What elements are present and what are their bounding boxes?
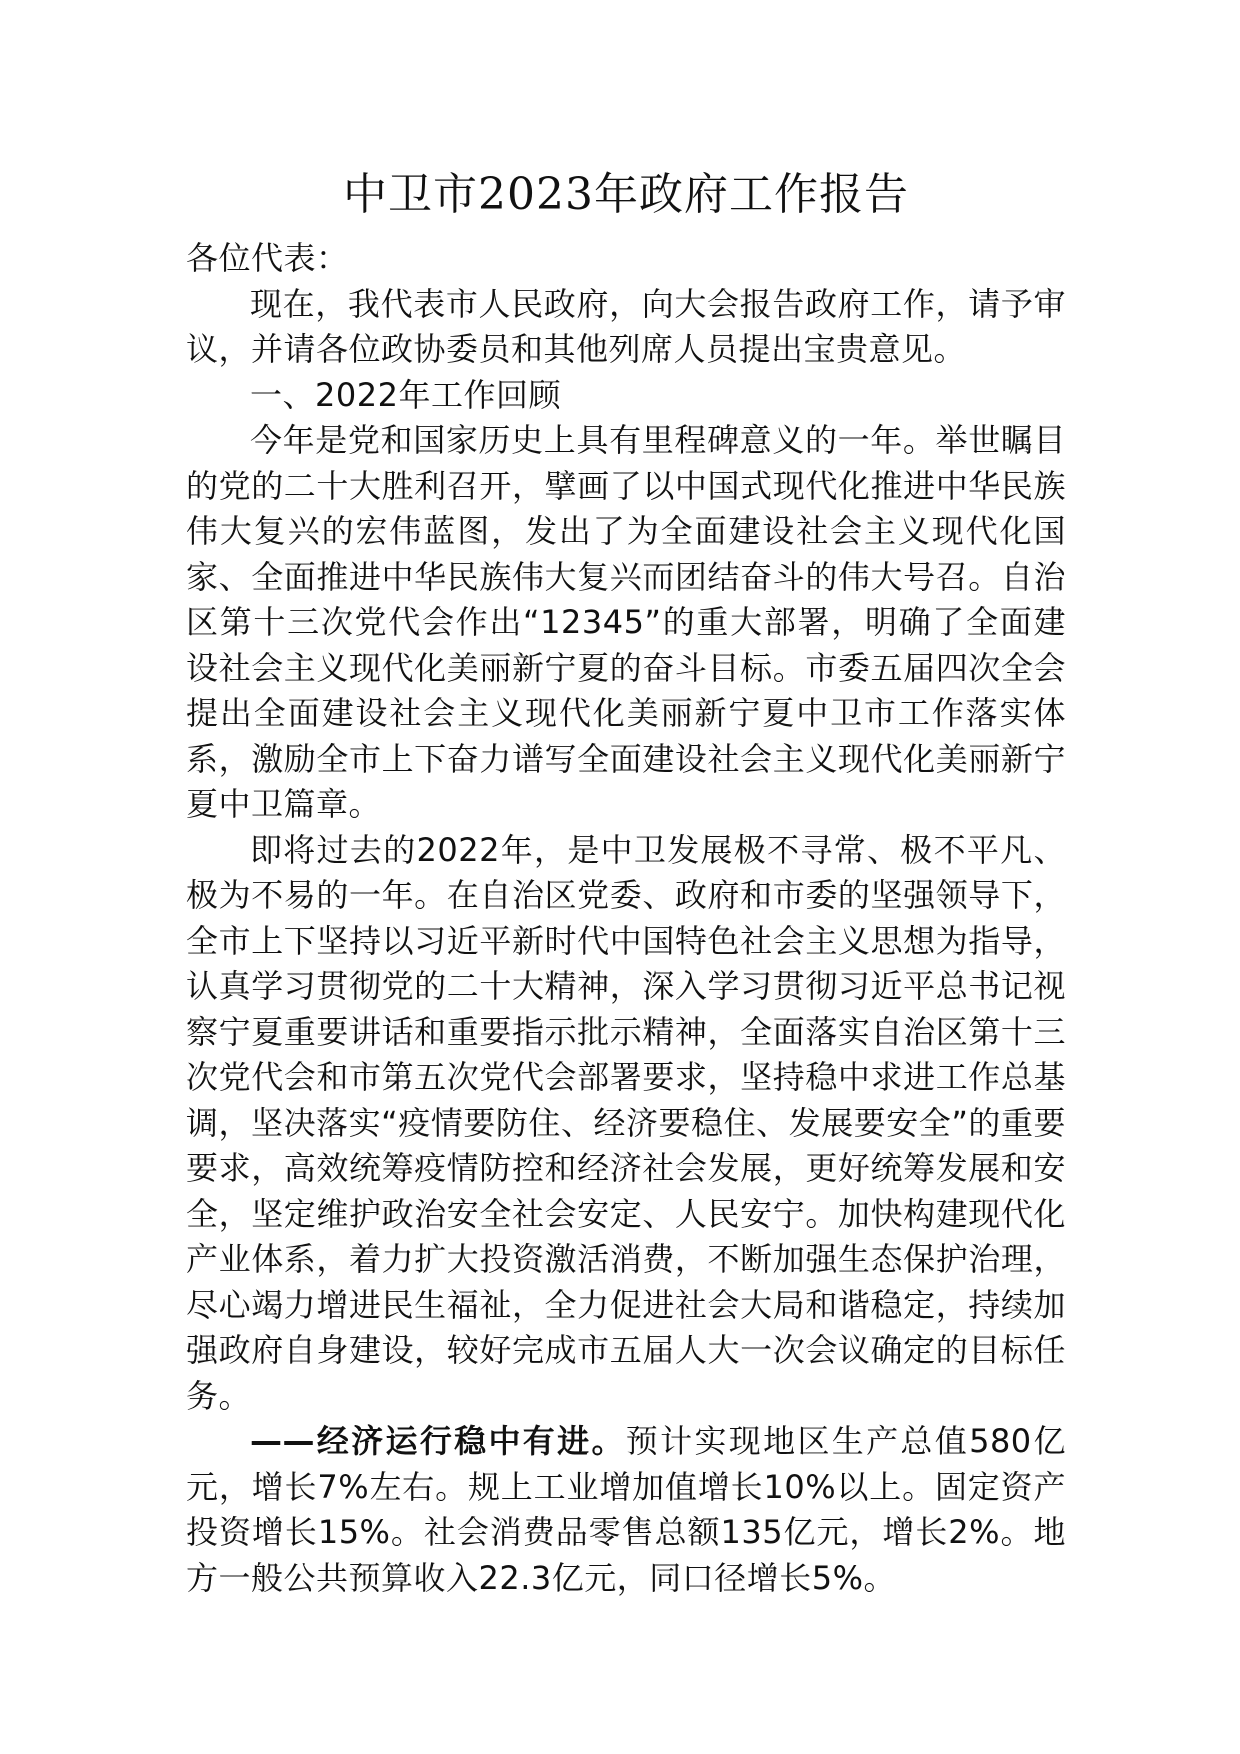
economy-lead: ——经济运行稳中有进。 [250, 1422, 626, 1460]
economy-body: 预计实现地区生产总值580亿元，增长7%左右。规上工业增加值增长10%以上。固定资产投资增长15%。社会消费品零售总额135亿元，增长2%。地方一般公共预算收入22.3亿元，同口径增长5%。 [186, 1422, 1066, 1597]
intro-paragraph: 现在，我代表市人民政府，向大会报告政府工作，请予审议，并请各位政协委员和其他列席人员提出宝贵意见。 [186, 284, 1066, 368]
document-body [186, 160, 1066, 1601]
section-heading: 一、2022年工作回顾 [250, 375, 561, 414]
paragraph-milestone-year: 今年是党和国家历史上具有里程碑意义的一年。举世瞩目的党的二十大胜利召开，擘画了以中国式现代化推进中华民族伟大复兴的宏伟蓝图，发出了为全面建设社会主义现代化国家、全面推进中华民族伟大复兴而团结奋斗的伟大号召。自治区第十三次党代会作出“12345”的重大部署，明确了全面建设社会主义现代化美丽新宁夏的奋斗目标。市委五届四次全会提出全面建设社会主义现代化美丽新宁夏中卫市工作落实体系，激励全市上下奋力谱写全面建设社会主义现代化美丽新宁夏中卫篇章。 [186, 421, 1066, 823]
paragraph-economy [186, 1419, 1066, 1601]
paragraph-2022-review: 即将过去的2022年，是中卫发展极不寻常、极不平凡、极为不易的一年。在自治区党委、政府和市委的坚强领导下，全市上下坚持以习近平新时代中国特色社会主义思想为指导，认真学习贯彻党的二十大精神，深入学习贯彻习近平总书记视察宁夏重要讲话和重要指示批示精神，全面落实自治区第十三次党代会和市第五次党代会部署要求，坚持稳中求进工作总基调，坚决落实“疫情要防住、经济要稳住、发展要安全”的重要要求，高效统筹疫情防控和经济社会发展，更好统筹发展和安全，坚定维护政治安全社会安定、人民安宁。加快构建现代化产业体系，着力扩大投资激活消费，不断加强生态保护治理，尽心竭力增进民生福祉，全力促进社会大局和谐稳定，持续加强政府自身建设，较好完成市五届人大一次会议确定的目标任务。 [186, 830, 1066, 1415]
document-title: 中卫市2023年政府工作报告 [343, 169, 909, 220]
salutation: 各位代表： [186, 239, 349, 277]
